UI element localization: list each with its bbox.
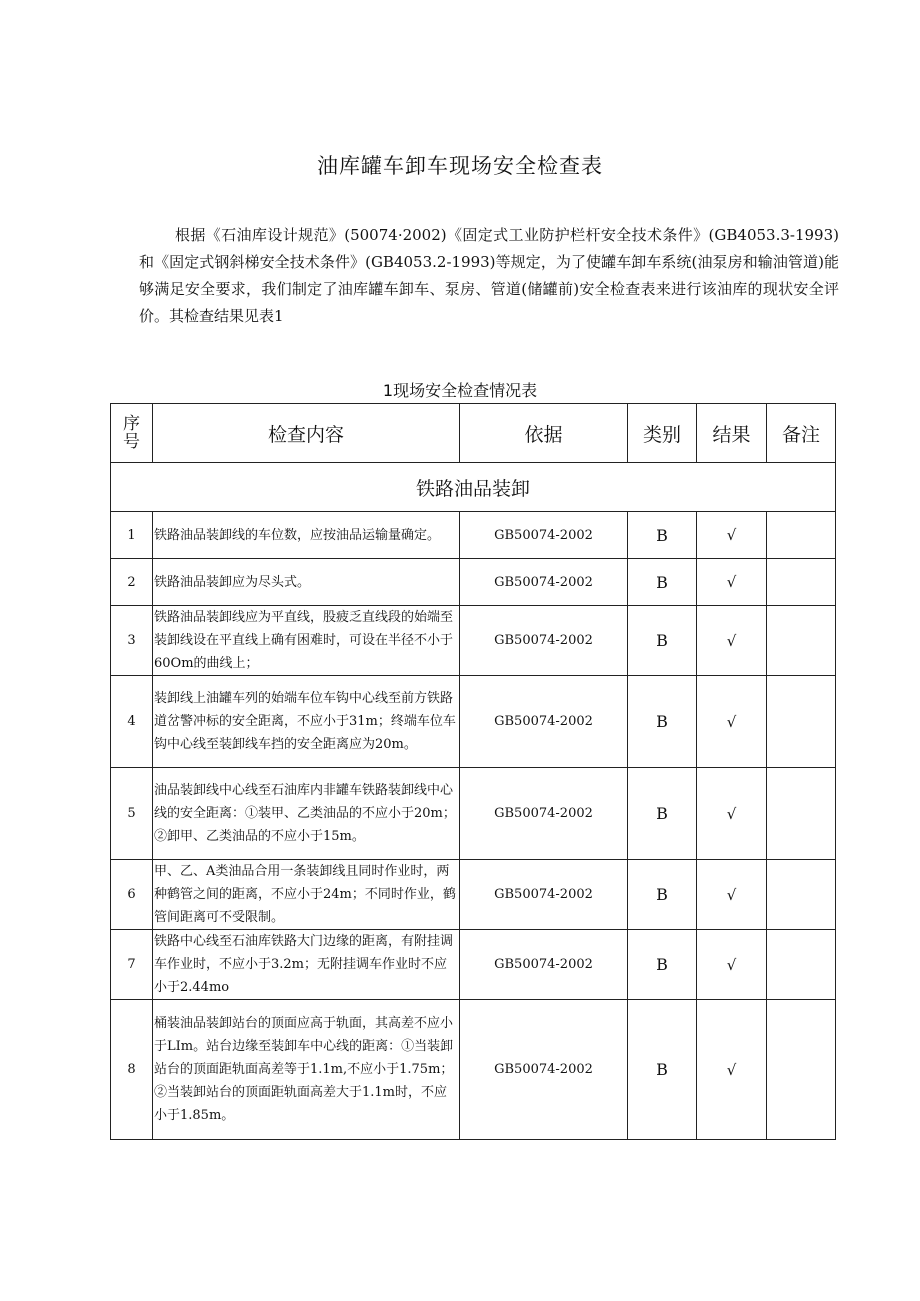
intro-paragraph: 根据《石油库设计规范》(50074·2002)《固定式工业防护栏杆安全技术条件》(GB4053.3-1993)和《固定式钢斜梯安全技术条件》(GB4053.2-1993)等规定，为了使罐车卸车系统(油泵房和输油管道)能够满足安全要求，我们制定了油库罐车卸车、泵房、管道(储罐前)安全检查表来进行该油库的现状安全评价。其检查结果见表1 <box>139 226 839 325</box>
row-category: B <box>628 676 697 768</box>
row-basis: GB50074-2002 <box>460 768 628 860</box>
row-remark <box>767 559 836 606</box>
row-result: √ <box>697 1000 767 1140</box>
row-basis: GB50074-2002 <box>460 930 628 1000</box>
table-row <box>111 559 836 606</box>
section-row <box>111 463 836 512</box>
row-check-content: 铁路油品装卸线应为平直线，股疲乏直线段的始端至装卸线设在平直线上确有困难时，可设在半径不小于60Om的曲线上； <box>153 606 460 676</box>
row-remark <box>767 676 836 768</box>
header-seq-top: 序 <box>123 414 140 434</box>
safety-check-table <box>110 403 836 1140</box>
header-seq-bottom: 号 <box>123 432 140 452</box>
row-remark <box>767 860 836 930</box>
row-remark <box>767 606 836 676</box>
document-title: 油库罐车卸车现场安全检查表 <box>317 154 603 178</box>
table-row <box>111 512 836 559</box>
row-basis: GB50074-2002 <box>460 606 628 676</box>
row-result: √ <box>697 860 767 930</box>
row-result: √ <box>697 768 767 860</box>
row-check-content: 铁路中心线至石油库铁路大门边缘的距离，有附挂调车作业时，不应小于3.2m；无附挂调车作业时不应小于2.44mo <box>153 930 460 1000</box>
header-seq <box>111 404 153 463</box>
row-number: 4 <box>111 676 153 768</box>
header-basis: 依据 <box>460 404 628 463</box>
header-category: 类别 <box>628 404 697 463</box>
row-basis: GB50074-2002 <box>460 1000 628 1140</box>
row-number: 1 <box>111 512 153 559</box>
row-check-content: 铁路油品装卸应为尽头式。 <box>153 559 460 606</box>
row-category: B <box>628 860 697 930</box>
row-category: B <box>628 512 697 559</box>
row-basis: GB50074-2002 <box>460 512 628 559</box>
row-category: B <box>628 606 697 676</box>
row-remark <box>767 930 836 1000</box>
header-remark: 备注 <box>767 404 836 463</box>
row-remark <box>767 768 836 860</box>
row-check-content: 油品装卸线中心线至石油库内非罐车铁路装卸线中心线的安全距离：①装甲、乙类油品的不应小于20m；②卸甲、乙类油品的不应小于15m。 <box>153 768 460 860</box>
table-row <box>111 768 836 860</box>
row-check-content: 铁路油品装卸线的车位数，应按油品运输量确定。 <box>153 512 460 559</box>
header-content: 检查内容 <box>153 404 460 463</box>
table-row <box>111 860 836 930</box>
row-result: √ <box>697 559 767 606</box>
row-number: 6 <box>111 860 153 930</box>
table-row <box>111 676 836 768</box>
table-row <box>111 930 836 1000</box>
row-basis: GB50074-2002 <box>460 559 628 606</box>
row-result: √ <box>697 512 767 559</box>
row-number: 5 <box>111 768 153 860</box>
row-category: B <box>628 559 697 606</box>
row-category: B <box>628 768 697 860</box>
header-result: 结果 <box>697 404 767 463</box>
table-row <box>111 1000 836 1140</box>
row-number: 8 <box>111 1000 153 1140</box>
section-title: 铁路油品装卸 <box>111 463 836 512</box>
row-number: 7 <box>111 930 153 1000</box>
row-result: √ <box>697 606 767 676</box>
row-number: 3 <box>111 606 153 676</box>
row-remark <box>767 512 836 559</box>
row-check-content: 甲、乙、A类油品合用一条装卸线且同时作业时，两种鹤管之间的距离，不应小于24m；不同时作业，鹤管间距离可不受限制。 <box>153 860 460 930</box>
row-category: B <box>628 930 697 1000</box>
row-check-content: 桶装油品装卸站台的顶面应高于轨面，其高差不应小于LIm。站台边缘至装卸车中心线的距离：①当装卸站台的顶面距轨面高差等于1.1m,不应小于1.75m；②当装卸站台的顶面距轨面高差大于1.1m时，不应小于1.85m。 <box>153 1000 460 1140</box>
table-row <box>111 606 836 676</box>
row-basis: GB50074-2002 <box>460 676 628 768</box>
table-caption: 1现场安全检查情况表 <box>382 381 538 400</box>
row-basis: GB50074-2002 <box>460 860 628 930</box>
row-result: √ <box>697 676 767 768</box>
row-check-content: 装卸线上油罐车列的始端车位车钩中心线至前方铁路道岔警冲标的安全距离，不应小于31m；终端车位车钩中心线至装卸线车挡的安全距离应为20m。 <box>153 676 460 768</box>
row-category: B <box>628 1000 697 1140</box>
table-header-row <box>111 404 836 463</box>
row-result: √ <box>697 930 767 1000</box>
row-remark <box>767 1000 836 1140</box>
row-number: 2 <box>111 559 153 606</box>
